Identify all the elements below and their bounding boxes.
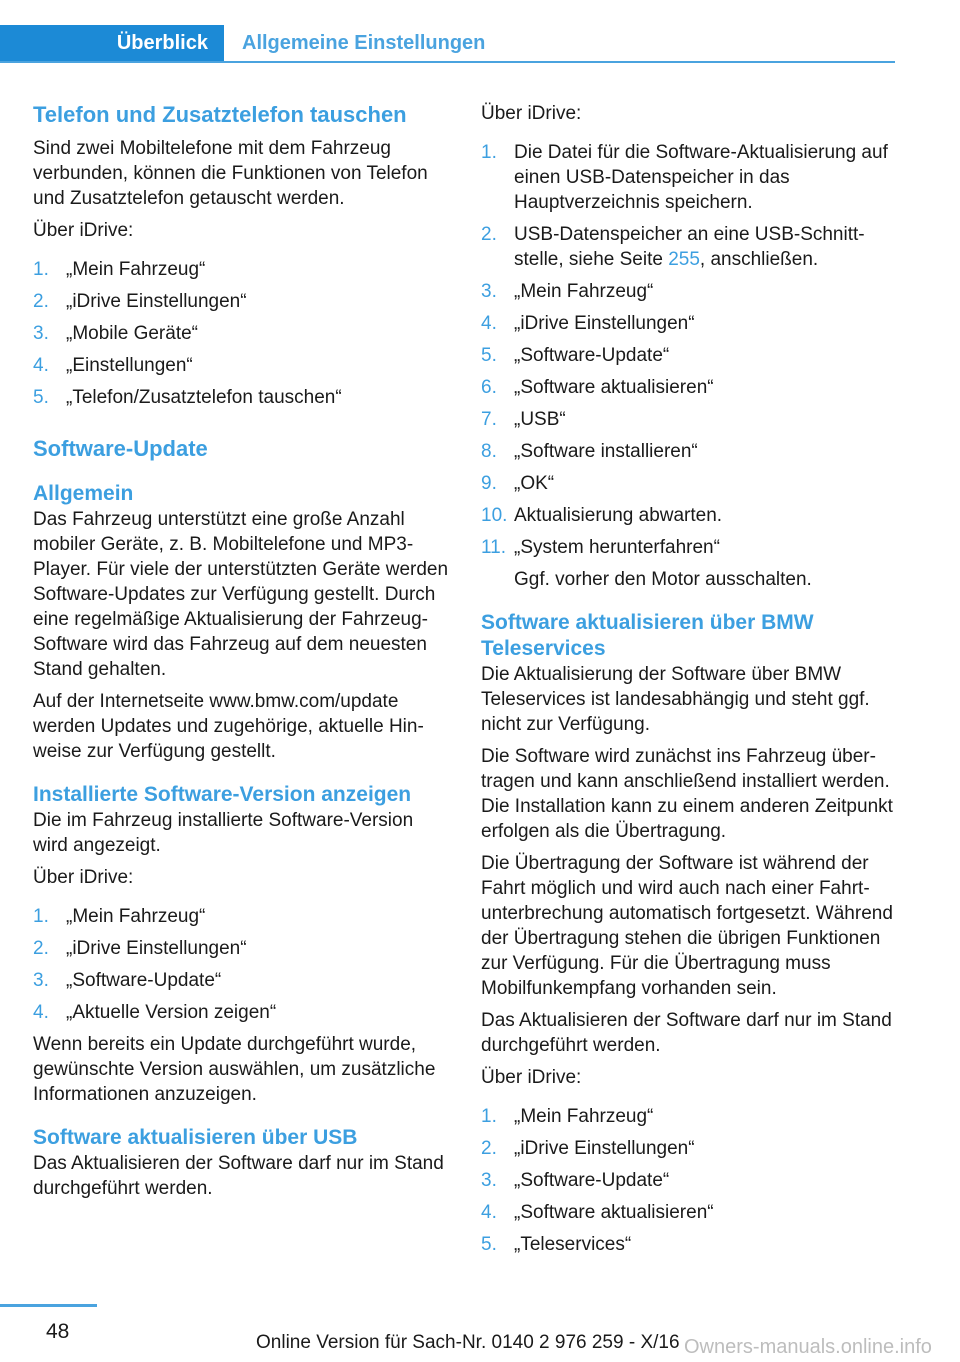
list-item bbox=[481, 1136, 901, 1161]
step-text: „Software-Update“ bbox=[66, 970, 222, 991]
page-number: 48 bbox=[46, 1320, 70, 1343]
step-text: „Software aktualisieren“ bbox=[514, 1202, 714, 1223]
step-number: 5. bbox=[33, 387, 49, 408]
paragraph: Wenn bereits ein Update durchgeführt wurde, gewünschte Version auswählen, um zusätzliche Informationen anzuzeigen. bbox=[33, 1034, 436, 1105]
step-number: 4. bbox=[33, 1002, 49, 1023]
list-item bbox=[481, 1232, 901, 1257]
step-number: 1. bbox=[33, 259, 49, 280]
paragraph: Das Fahrzeug unterstützt eine große Anzahl mobiler Geräte, z. B. Mobiltelefone und MP3-Player. Für viele der unterstützten Geräte werden Software-Updates zur Verfügung gestellt. Durch eine regelmäßige Aktualisierung der Fahrzeug-Software wird das Fahrzeug auf dem neuesten Stand gehalten. bbox=[33, 509, 449, 680]
list-item bbox=[481, 375, 901, 400]
step-number: 6. bbox=[481, 377, 497, 398]
list-item bbox=[481, 1200, 901, 1225]
page-link-255[interactable]: 255 bbox=[668, 249, 700, 270]
list-item bbox=[481, 503, 901, 528]
step-number: 3. bbox=[33, 970, 49, 991]
step-number: 7. bbox=[481, 409, 497, 430]
list-item bbox=[33, 968, 451, 993]
paragraph: Die im Fahrzeug installierte Software-Version wird angezeigt. bbox=[33, 810, 414, 856]
step-text: „Software-Update“ bbox=[514, 345, 670, 366]
step-text: „Mein Fahrzeug“ bbox=[66, 906, 206, 927]
step-text: „Software installieren“ bbox=[514, 441, 698, 462]
step-note: Ggf. vorher den Motor ausschalten. bbox=[514, 569, 812, 590]
paragraph: Über iDrive: bbox=[33, 867, 134, 888]
step-number: 4. bbox=[481, 1202, 497, 1223]
step-number: 3. bbox=[481, 1170, 497, 1191]
step-text bbox=[514, 222, 901, 272]
list-item bbox=[33, 936, 451, 961]
step-text: „iDrive Einstellungen“ bbox=[514, 1138, 695, 1159]
left-column bbox=[33, 101, 451, 1201]
step-text: „Mein Fahrzeug“ bbox=[66, 259, 206, 280]
step-text: „System herunterfahren“ bbox=[514, 537, 720, 558]
list-item bbox=[481, 535, 901, 560]
paragraph: Über iDrive: bbox=[481, 1067, 582, 1088]
step-text: „Teleservices“ bbox=[514, 1234, 632, 1255]
step-number: 5. bbox=[481, 1234, 497, 1255]
right-column bbox=[481, 101, 901, 1264]
paragraph: Auf der Internetseite www.bmw.com/update werden Updates und zugehörige, aktuelle Hinweise zur Verfügung gestellt. bbox=[33, 691, 424, 762]
paragraph: Das Aktualisieren der Software darf nur im Stand durchgeführt werden. bbox=[33, 1153, 444, 1199]
heading-installierte-version: Installierte Software-Version anzeigen bbox=[33, 783, 412, 806]
step-text: „iDrive Einstellungen“ bbox=[514, 313, 695, 334]
header-bar bbox=[0, 25, 895, 63]
step-number: 5. bbox=[481, 345, 497, 366]
paragraph: Über iDrive: bbox=[33, 220, 134, 241]
list-item bbox=[481, 140, 901, 215]
step-text-part: USB-Datenspeicher an eine USB-Schnittstelle, siehe Seite bbox=[514, 224, 865, 270]
steps-list bbox=[481, 140, 901, 560]
paragraph: Über iDrive: bbox=[481, 103, 582, 124]
list-item bbox=[33, 353, 451, 378]
online-version-text: Online Version für Sach-Nr. 0140 2 976 259 - X/16 bbox=[256, 1332, 680, 1353]
step-text: „Software aktualisieren“ bbox=[514, 377, 714, 398]
step-number: 3. bbox=[33, 323, 49, 344]
list-item bbox=[481, 311, 901, 336]
step-number: 2. bbox=[33, 938, 49, 959]
step-number: 9. bbox=[481, 473, 497, 494]
heading-allgemein: Allgemein bbox=[33, 482, 134, 505]
list-item bbox=[481, 343, 901, 368]
list-item bbox=[481, 222, 901, 272]
list-item bbox=[33, 1000, 451, 1025]
heading-telefon-tauschen: Telefon und Zusatztelefon tauschen bbox=[33, 102, 407, 127]
step-number: 1. bbox=[481, 142, 497, 163]
step-text: „Einstellungen“ bbox=[66, 355, 193, 376]
list-item bbox=[33, 904, 451, 929]
step-text: „Software-Update“ bbox=[514, 1170, 670, 1191]
steps-list bbox=[33, 904, 451, 1025]
list-item bbox=[481, 1168, 901, 1193]
step-number: 3. bbox=[481, 281, 497, 302]
step-text: „USB“ bbox=[514, 409, 566, 430]
tab-ueberblick[interactable]: Überblick bbox=[0, 25, 224, 61]
step-text: Die Datei für die Software-Aktualisierung auf einen USB-Datenspeicher in das Hauptverzeichnis speichern. bbox=[514, 142, 888, 213]
step-text-part: , anschließen. bbox=[699, 249, 819, 270]
step-text: „Mein Fahrzeug“ bbox=[514, 1106, 654, 1127]
step-text: „iDrive Einstellungen“ bbox=[66, 938, 247, 959]
heading-teleservices: Software aktualisieren über BMW Teleservices bbox=[481, 611, 814, 660]
step-number: 11. bbox=[481, 537, 507, 558]
step-number: 2. bbox=[481, 1138, 497, 1159]
list-item bbox=[33, 385, 451, 410]
step-text: Aktualisierung abwarten. bbox=[514, 505, 723, 526]
footer-accent-line bbox=[0, 1304, 97, 1307]
step-text: „Aktuelle Version zeigen“ bbox=[66, 1002, 277, 1023]
step-number: 8. bbox=[481, 441, 497, 462]
list-item bbox=[33, 257, 451, 282]
list-item bbox=[481, 407, 901, 432]
step-number: 1. bbox=[33, 906, 49, 927]
list-item bbox=[33, 289, 451, 314]
step-text: „OK“ bbox=[514, 473, 555, 494]
paragraph: Das Aktualisieren der Software darf nur im Stand durchgeführt werden. bbox=[481, 1010, 892, 1056]
list-item bbox=[481, 471, 901, 496]
step-text: „Mein Fahrzeug“ bbox=[514, 281, 654, 302]
step-text: „Mobile Geräte“ bbox=[66, 323, 198, 344]
step-number: 1. bbox=[481, 1106, 497, 1127]
list-item bbox=[33, 321, 451, 346]
steps-list bbox=[33, 257, 451, 410]
step-number: 4. bbox=[33, 355, 49, 376]
step-number: 2. bbox=[481, 224, 497, 245]
list-item bbox=[481, 1104, 901, 1129]
steps-list bbox=[481, 1104, 901, 1257]
heading-software-update: Software-Update bbox=[33, 436, 208, 461]
paragraph: Die Software wird zunächst ins Fahrzeug übertragen und kann anschließend installiert werden. Die Installation kann zu einem anderen Zeitpunkt erfolgen als die Übertragung. bbox=[481, 746, 893, 842]
paragraph: Die Übertragung der Software ist während der Fahrt möglich und wird auch nach einer Fahrtunterbrechung automatisch fortgesetzt. Während der Übertragung stehen die übrigen Funktionen zur Verfügung. Für die Übertragung muss Mobilfunkempfang vorhanden sein. bbox=[481, 853, 893, 999]
list-item bbox=[481, 279, 901, 304]
step-text: „iDrive Einstellungen“ bbox=[66, 291, 247, 312]
list-item bbox=[481, 439, 901, 464]
step-text: „Telefon/Zusatztelefon tauschen“ bbox=[66, 387, 342, 408]
tab-allgemeine-einstellungen[interactable]: Allgemeine Einstellungen bbox=[242, 31, 486, 54]
paragraph: Sind zwei Mobiltelefone mit dem Fahrzeug verbunden, können die Funktionen von Telefon und Zusatztelefon getauscht werden. bbox=[33, 138, 428, 209]
watermark: Owners-manuals.online.info bbox=[684, 1336, 932, 1358]
step-number: 2. bbox=[33, 291, 49, 312]
step-number: 10. bbox=[481, 505, 508, 526]
paragraph: Die Aktualisierung der Software über BMW Teleservices ist landesabhängig und steht ggf. nicht zur Verfügung. bbox=[481, 664, 870, 735]
heading-software-usb: Software aktualisieren über USB bbox=[33, 1126, 358, 1149]
step-number: 4. bbox=[481, 313, 497, 334]
